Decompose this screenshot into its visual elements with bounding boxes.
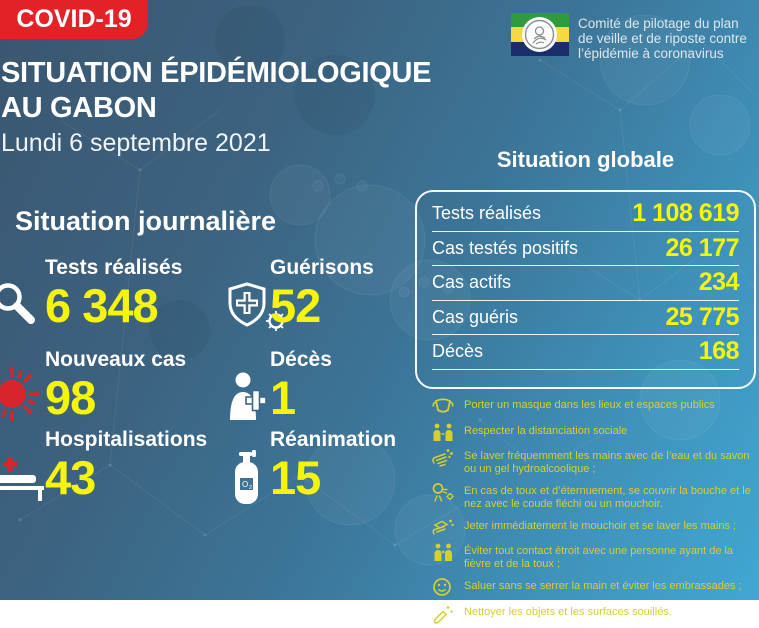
row-value: 1 108 619 xyxy=(632,199,739,228)
recommendation-text: Saluer sans se serrer la main et éviter les embrassades ; xyxy=(464,580,742,593)
svg-text:2: 2 xyxy=(249,485,253,491)
recommendations-list xyxy=(431,396,758,628)
stat-value: 6 348 xyxy=(45,279,158,332)
list-item xyxy=(431,517,758,537)
committee-line1: Comité de pilotage du plan xyxy=(578,16,739,31)
stat-label: Décès xyxy=(270,348,332,371)
stat-label: Nouveaux cas xyxy=(45,348,187,371)
stat-value: 52 xyxy=(270,279,321,332)
row-label: Cas guéris xyxy=(432,306,519,327)
list-item xyxy=(431,542,758,571)
committee-logo-block xyxy=(511,13,747,61)
table-row xyxy=(432,197,739,232)
virus-icon xyxy=(0,366,40,422)
recommendation-text: Se laver fréquemment les mains avec de l’eau et du savon ou un gel hydroalcoolique ; xyxy=(464,450,750,476)
global-section-title: Situation globale xyxy=(496,147,675,172)
stat-label: Tests réalisés xyxy=(45,256,183,279)
row-value: 168 xyxy=(698,337,739,366)
row-value: 234 xyxy=(698,268,739,297)
report-date: Lundi 6 septembre 2021 xyxy=(1,129,271,157)
stat-value: 1 xyxy=(270,371,296,424)
row-label: Décès xyxy=(432,341,484,362)
recommendation-text: En cas de toux et d’éternuement, se couvrir la bouche et le nez avec le coude fléchi ou un mouchoir. xyxy=(464,484,751,511)
gabon-emblem-seal xyxy=(522,17,557,52)
covid19-badge xyxy=(0,0,148,39)
stat-value: 98 xyxy=(45,371,96,424)
social-distancing-icon xyxy=(431,422,455,442)
list-item xyxy=(431,577,758,597)
clean-surfaces-icon xyxy=(431,603,455,623)
stat-label: Guérisons xyxy=(270,256,374,279)
stat-deces xyxy=(270,348,332,424)
global-situation-table xyxy=(415,190,756,389)
stat-label: Réanimation xyxy=(270,428,397,451)
table-row xyxy=(432,266,739,301)
svg-text:O: O xyxy=(242,480,249,489)
committee-caption xyxy=(578,13,747,61)
stat-hospitalisations xyxy=(45,428,208,504)
avoid-contact-icon xyxy=(431,542,455,562)
table-row xyxy=(432,232,739,267)
greeting-icon xyxy=(431,577,455,597)
committee-line3: l’épidémie à coronavirus xyxy=(578,46,724,62)
hand-wash-icon xyxy=(431,447,455,467)
gabon-flag-logo xyxy=(511,13,569,56)
daily-section-title: Situation journalière xyxy=(15,206,277,236)
committee-line2: de veille et de riposte contre xyxy=(578,31,747,47)
recommendation-text: Nettoyer les objets et les surfaces souillés. xyxy=(464,605,672,618)
covid19-badge-label: COVID-19 xyxy=(16,5,132,33)
recommendation-text: Respecter la distanciation sociale xyxy=(464,424,628,437)
oxygen-tank-icon xyxy=(231,450,263,504)
stat-tests-realises xyxy=(45,256,183,332)
hospital-bed-icon xyxy=(0,453,48,503)
stat-nouveaux-cas xyxy=(45,348,187,424)
stat-value: 15 xyxy=(270,451,321,504)
throw-tissue-icon xyxy=(431,517,455,537)
list-item xyxy=(431,603,758,623)
stat-value: 43 xyxy=(45,451,96,504)
page-title-line2: AU GABON xyxy=(1,92,157,124)
list-item xyxy=(431,447,758,476)
row-value: 26 177 xyxy=(665,233,739,262)
magnifier-icon xyxy=(0,282,41,332)
table-row xyxy=(432,301,739,336)
row-label: Tests réalisés xyxy=(432,203,542,224)
recommendation-text: Porter un masque dans les lieux et espaces publics xyxy=(464,399,715,411)
list-item xyxy=(431,482,758,511)
cough-elbow-icon xyxy=(431,482,455,502)
mask-icon xyxy=(431,396,455,416)
stat-guerisons xyxy=(270,256,374,332)
list-item xyxy=(431,422,758,442)
stat-label: Hospitalisations xyxy=(45,428,208,451)
list-item xyxy=(431,396,758,416)
table-row xyxy=(432,335,739,370)
recommendation-text: Jeter immédiatement le mouchoir et se laver les mains ; xyxy=(464,519,737,532)
row-label: Cas actifs xyxy=(432,272,512,293)
page-title-line1: SITUATION ÉPIDÉMIOLOGIQUE xyxy=(1,57,432,89)
row-label: Cas testés positifs xyxy=(432,237,579,258)
recommendation-text: Éviter tout contact étroit avec une personne ayant de la fièvre et de la toux ; xyxy=(464,545,734,571)
row-value: 25 775 xyxy=(665,302,739,331)
stat-reanimation xyxy=(270,428,397,504)
person-cross-icon xyxy=(228,372,270,420)
